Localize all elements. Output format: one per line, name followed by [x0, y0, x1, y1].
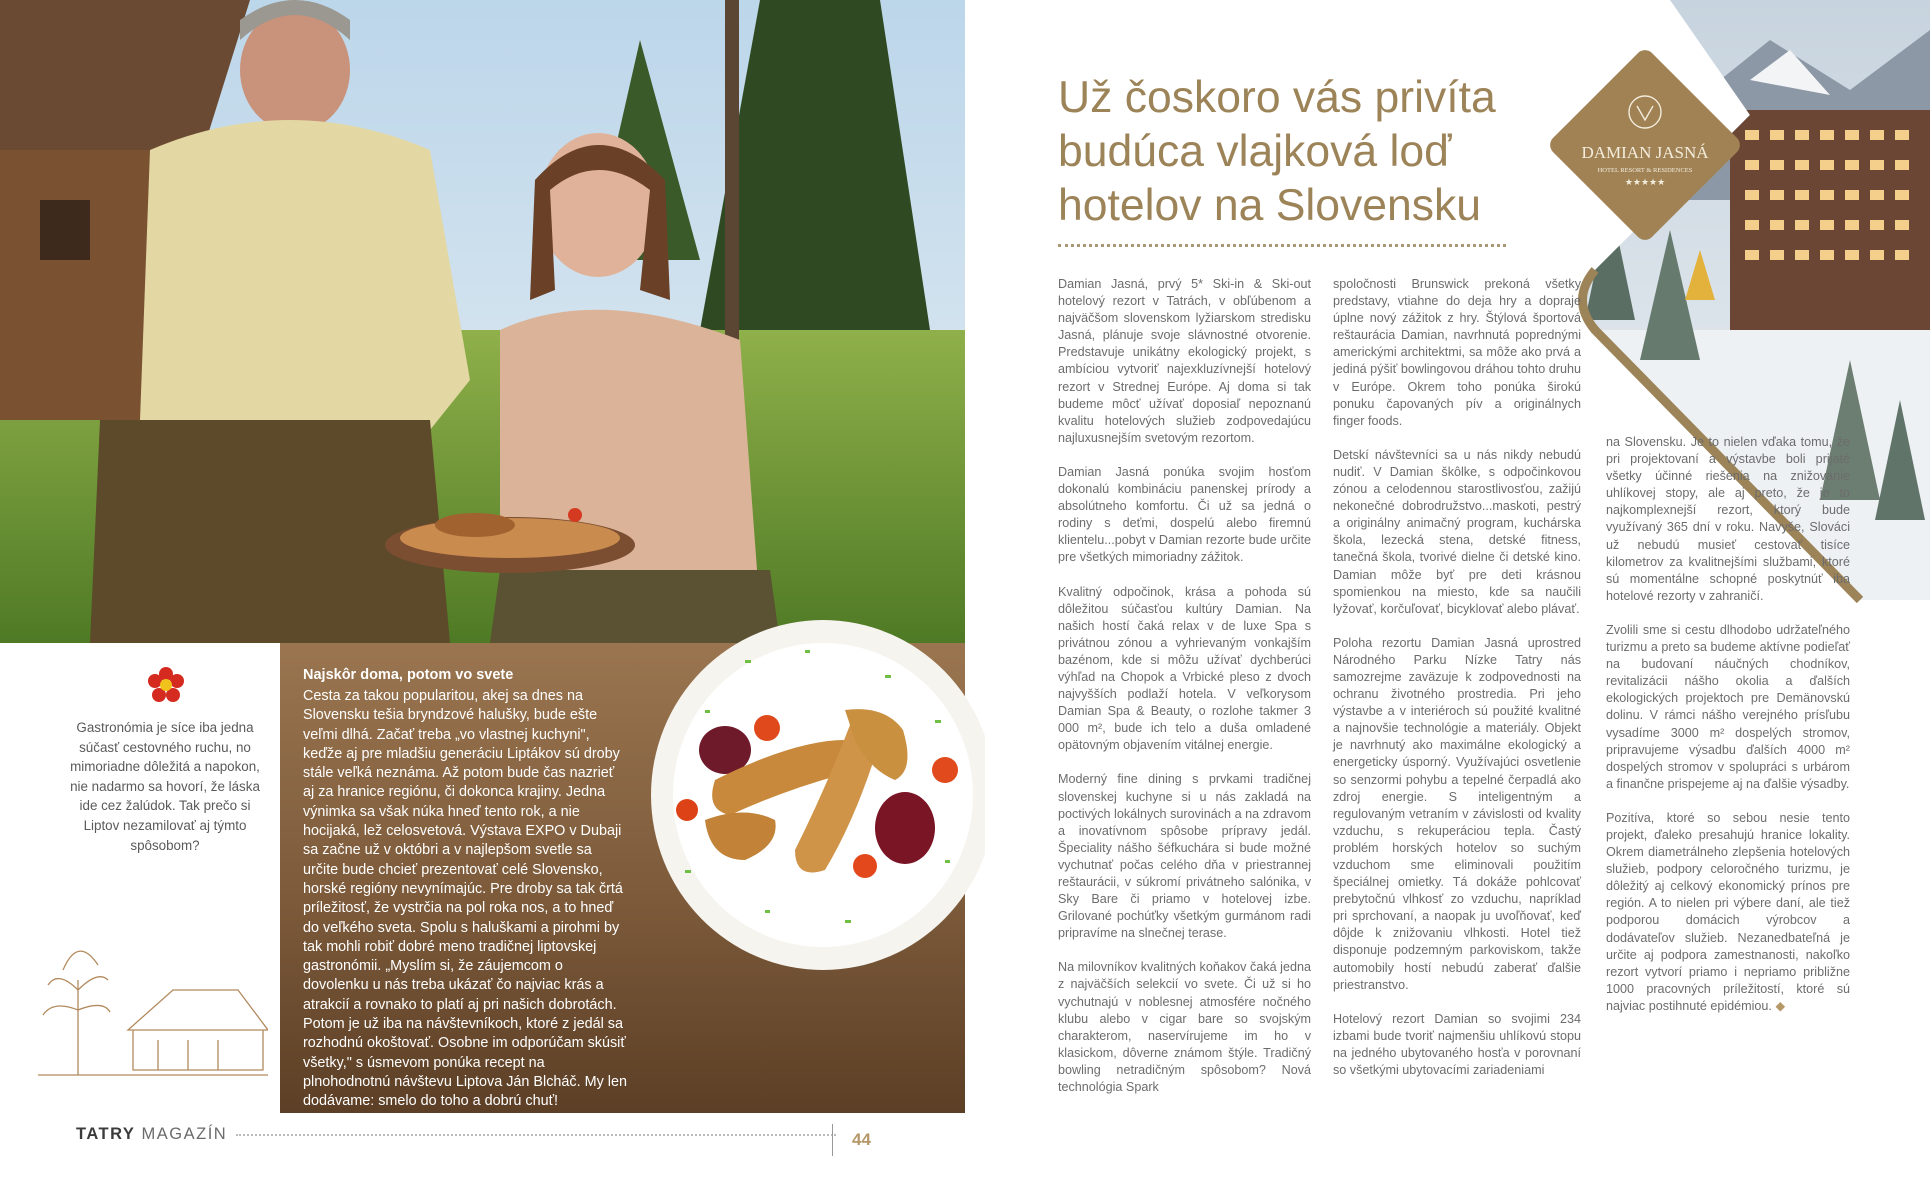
end-mark-icon: ◆	[1775, 998, 1786, 1013]
food-plate-photo	[645, 620, 985, 980]
paragraph: Na milovníkov kvalitných koňakov čaká jedna z najväčších selekcií vo svete. Či už si ho vychutnajú v noblesnej atmosfére nočného klubu alebo v cigar bare so svojským charakterom, naservírujeme im ho v klasickom, dôverne známom štýle. Tradičný bowling netradičným spôsobom? Nová technológia Spark	[1058, 960, 1311, 1095]
logo-name: DAMIAN JASNÁ	[1581, 143, 1709, 162]
logo-stars: ★★★★★	[1624, 177, 1666, 187]
article-column-2	[1333, 276, 1581, 1096]
brand-light: MAGAZÍN	[141, 1125, 228, 1143]
footer-vertical-line	[832, 1124, 833, 1156]
paragraph: Zvolili sme si cestu dlhodobo udržateľného turizmu a preto sa budeme aktívne podieľať na budovaní náučných chodníkov, revitalizácii nášho okolia a ďalších ekologických projektoch pre Demänovskú dolinu. V rámci nášho verejného prísľubu vysadíme 3000 m² dospelých stromov, pripravujeme výsadbu ďalších 4000 m² dospelých stromov v spolupráci s urbárom a finančne prispejeme aj na ďalšie výsadby.	[1606, 622, 1850, 791]
paragraph: Moderný fine dining s prvkami tradičnej slovenskej kuchyne si u nás zakladá na poctivých lokálnych surovinách a na zdravom a inovatívnom spôsobe prípravy jedál. Špeciality nášho šéfkuchára si bude možné vychutnať počas celého dňa v priestrannej reštaurácii, v súkromí privátneho salónika, v Sky Bare či priamo v hotelovej izbe. Grilované pochúťky všetkým gurmánom radi pripravíme na slnečnej terase.	[1058, 772, 1311, 941]
couple-photo	[0, 0, 965, 643]
paragraph: Hotelový rezort Damian so svojimi 234 izbami bude tvoriť najmenšiu uhlíkovú stopu na jedného ubytovaného hosťa v porovnaní so všetkými ubytovacími zariadeniami	[1333, 1011, 1581, 1078]
article-title: Už čoskoro vás privíta budúca vlajková loď hotelov na Slovensku	[1058, 73, 1496, 230]
paragraph: Kvalitný odpočinok, krása a pohoda sú dôležitou súčasťou kultúry Damian. Na našich hostí čaká relax v de luxe Spa s privátnou zónou a vyhrievaným vonkajším bazénom, kde si môžu užívať dychberúci výhľad na Chopok a Vrbické pleso z dvoch najvyšších podlaží hotela. V veľkorysom Damian Spa & Beauty, o rozlohe takmer 3 000 m², bude ich telo a duša omladené opätovným objavením vitálnej energie.	[1058, 584, 1311, 753]
side-story-heading: Najskôr doma, potom vo svete	[303, 667, 514, 683]
flower-icon	[146, 665, 186, 705]
brand-bold: TATRY	[76, 1125, 136, 1143]
paragraph: Damian Jasná ponúka svojim hosťom dokonalú kombináciu panenskej prírody a absolútneho komfortu. Či už sa jedná o rodiny s deťmi, dospelú alebo firemnú klientelu...pobyt v Damian rezorte bude určite pre všetkých mimoriadny zážitok.	[1058, 464, 1311, 565]
paragraph: Detskí návštevníci sa u nás nikdy nebudú nudiť. V Damian škôlke, s odpočinkovou zónou a celodennou starostlivosťou, zažijú nekonečné dobrodružstvo...maskoti, pestrý a originálny animačný program, kuchárska škola, lezecká stena, detské fitness, tanečná škola, tvorivé dielne či detské kino. Damian môže byť pre deti krásnou spomienkou na miesto, kde sa naučili lyžovať, korčuľovať, bicyklovať alebo plávať.	[1333, 447, 1581, 616]
paragraph: na Slovensku. Je to nielen vďaka tomu, že pri projektovaní a výstavbe boli prijaté všetky účinné riešenia na znižovanie uhlíkovej stopy, ale aj preto, že je to najkomplexnejší rezort, ktorý bude využívaný 365 dní v roku. Navyše, Slováci už nebudú musieť cestovať tisíce kilometrov za kvalitnejšími službami, ktoré sú momentálne schopné poskytnúť iba hotelové rezorty v zahraničí.	[1606, 435, 1850, 603]
paragraph: Damian Jasná, prvý 5* Ski-in & Ski-out hotelový rezort v Tatrách, v obľúbenom a najväčšom slovenskom lyžiarskom stredisku Jasná, plánuje svoje slávnostné otvorenie. Predstavuje unikátny ekologický projekt, s ambíciou vytvoriť najexkluzívnejší hotelový rezort v Strednej Európe. Aj doma si tak budeme môcť užívať doposiaľ nepoznanú kvalitu hotelových služieb zodpovedajúcu najluxusnejším svetovým rezortom.	[1058, 277, 1311, 445]
aside-quote: Gastronómia je síce iba jedna súčasť cestovného ruchu, no mimoriadne dôležitá a napokon, nie nadarmo sa hovorí, že láska ide cez žalúdok. Tak prečo si Liptov nezamilovať aj týmto spôsobom?	[70, 720, 260, 853]
article-column-3	[1606, 434, 1850, 1015]
side-story-text: Cesta za takou popularitou, akej sa dnes na Slovensku tešia bryndzové halušky, bude ešte veľmi dlhá. Začať treba „vo vlastnej kuchyni", keďže aj pre mladšiu generáciu Liptákov sú droby stále veľká neznáma. Až potom bude čas nazrieť aj za hranice regiónu, či dokonca krajiny. Jedna výnimka sa však núka hneď tento rok, a nie hocijaká, lež celosvetová. Výstava EXPO v Dubaji sa začne už v októbri a v najlepšom svetle sa určite bude chcieť prezentovať celé Slovensko, horské regióny nevynímajúc. Pre droby sa tak črtá príležitosť, že vystrčia na pol roka nos, a to hneď do veľkého sveta. Spolu s haluškami a pirohmi by tak mohli robiť dobré meno tradičnej liptovskej gastronómii. „Myslím si, že záujemcom o dovolenku u nás treba ukázať čo najviac krás a atrakcií a rovnako to platí aj pri našich dobrotách. Potom je už iba na návštevníkoch, ktoré z jedál sa rozhodnú okoštovať. Osobne im odporúčam skúsiť všetky," s úsmevom ponúka recept na plnohodnotnú návštevu Liptova Ján Blcháč. My len dodávame: smelo do toho a dobrú chuť!	[303, 688, 628, 1110]
paragraph: Poloha rezortu Damian Jasná uprostred Národného Parku Nízke Tatry nás samozrejme zaväzuje k zodpovednosti na ochranu životného prostredia. Pri jeho výstavbe a v interiéroch sú použité kvalitné a najnovšie technológie a materiály. Objekt je navrhnutý ako maximálne ekologický a energeticky úsporný. Využívajúci osvetlenie so senzormi pohybu a tepelné čerpadlá ako zdroj energie. S inteligentným a regulovaným vetraním v závislosti od kvality vzduchu, s rekuperáciou tepla. Častý problém horských hotelov so suchým vzduchom sme eliminovali použitím špeciálnej omietky. Tá dokáže pohlcovať prebytočnú vlhkosť zo vzduchu, napríklad pri sprchovaní, a naopak ju uvoľňovať, keď dôjde k znižovaniu vlhkosti. Hotel tiež disponuje podzemným parkoviskom, takže automobily hostí nebudú zaberať ďalšie priestranstvo.	[1333, 635, 1581, 992]
logo-subtitle: HOTEL RESORT & RESIDENCES	[1597, 167, 1693, 174]
magazine-brand	[76, 1125, 227, 1144]
title-dotted-rule	[1058, 244, 1506, 247]
paragraph	[1606, 810, 1850, 1015]
paragraph-text: Pozitíva, ktoré so sebou nesie tento projekt, ďaleko presahujú hranice lokality. Okrem diametrálneho zlepšenia hotelových služieb, podpory celoročného turizmu, je dôležitý aj celkový ekonomický prínos pre región. A to nielen pri výbere daní, ale tiež podporou domácich výrobcov a dodávateľov služieb. Nezanedbateľná je určite aj podpora zamestnanosti, nakoľko rezort vytvorí priamo i nepriamo približne 1000 pracovných príležitostí, ktoré sú najviac postihnuté epidémiou.	[1606, 810, 1850, 1013]
paragraph: spoločnosti Brunswick prekoná všetky predstavy, vtiahne do deja hry a dopraje úplne nový zážitok z hry. Štýlová športová reštaurácia Damian, navrhnutá poprednými americkými architektmi, sa môže ako prvá a jediná pýšiť bowlingovou dráhou tohto druhu v Európe. Okrem toho ponúka širokú ponuku čapovaných pív a originálnych finger foods.	[1333, 277, 1581, 428]
article-column-1	[1058, 276, 1311, 1113]
footer-divider	[236, 1134, 836, 1136]
page-number: 44	[852, 1130, 871, 1149]
cottage-sketch	[38, 930, 268, 1080]
